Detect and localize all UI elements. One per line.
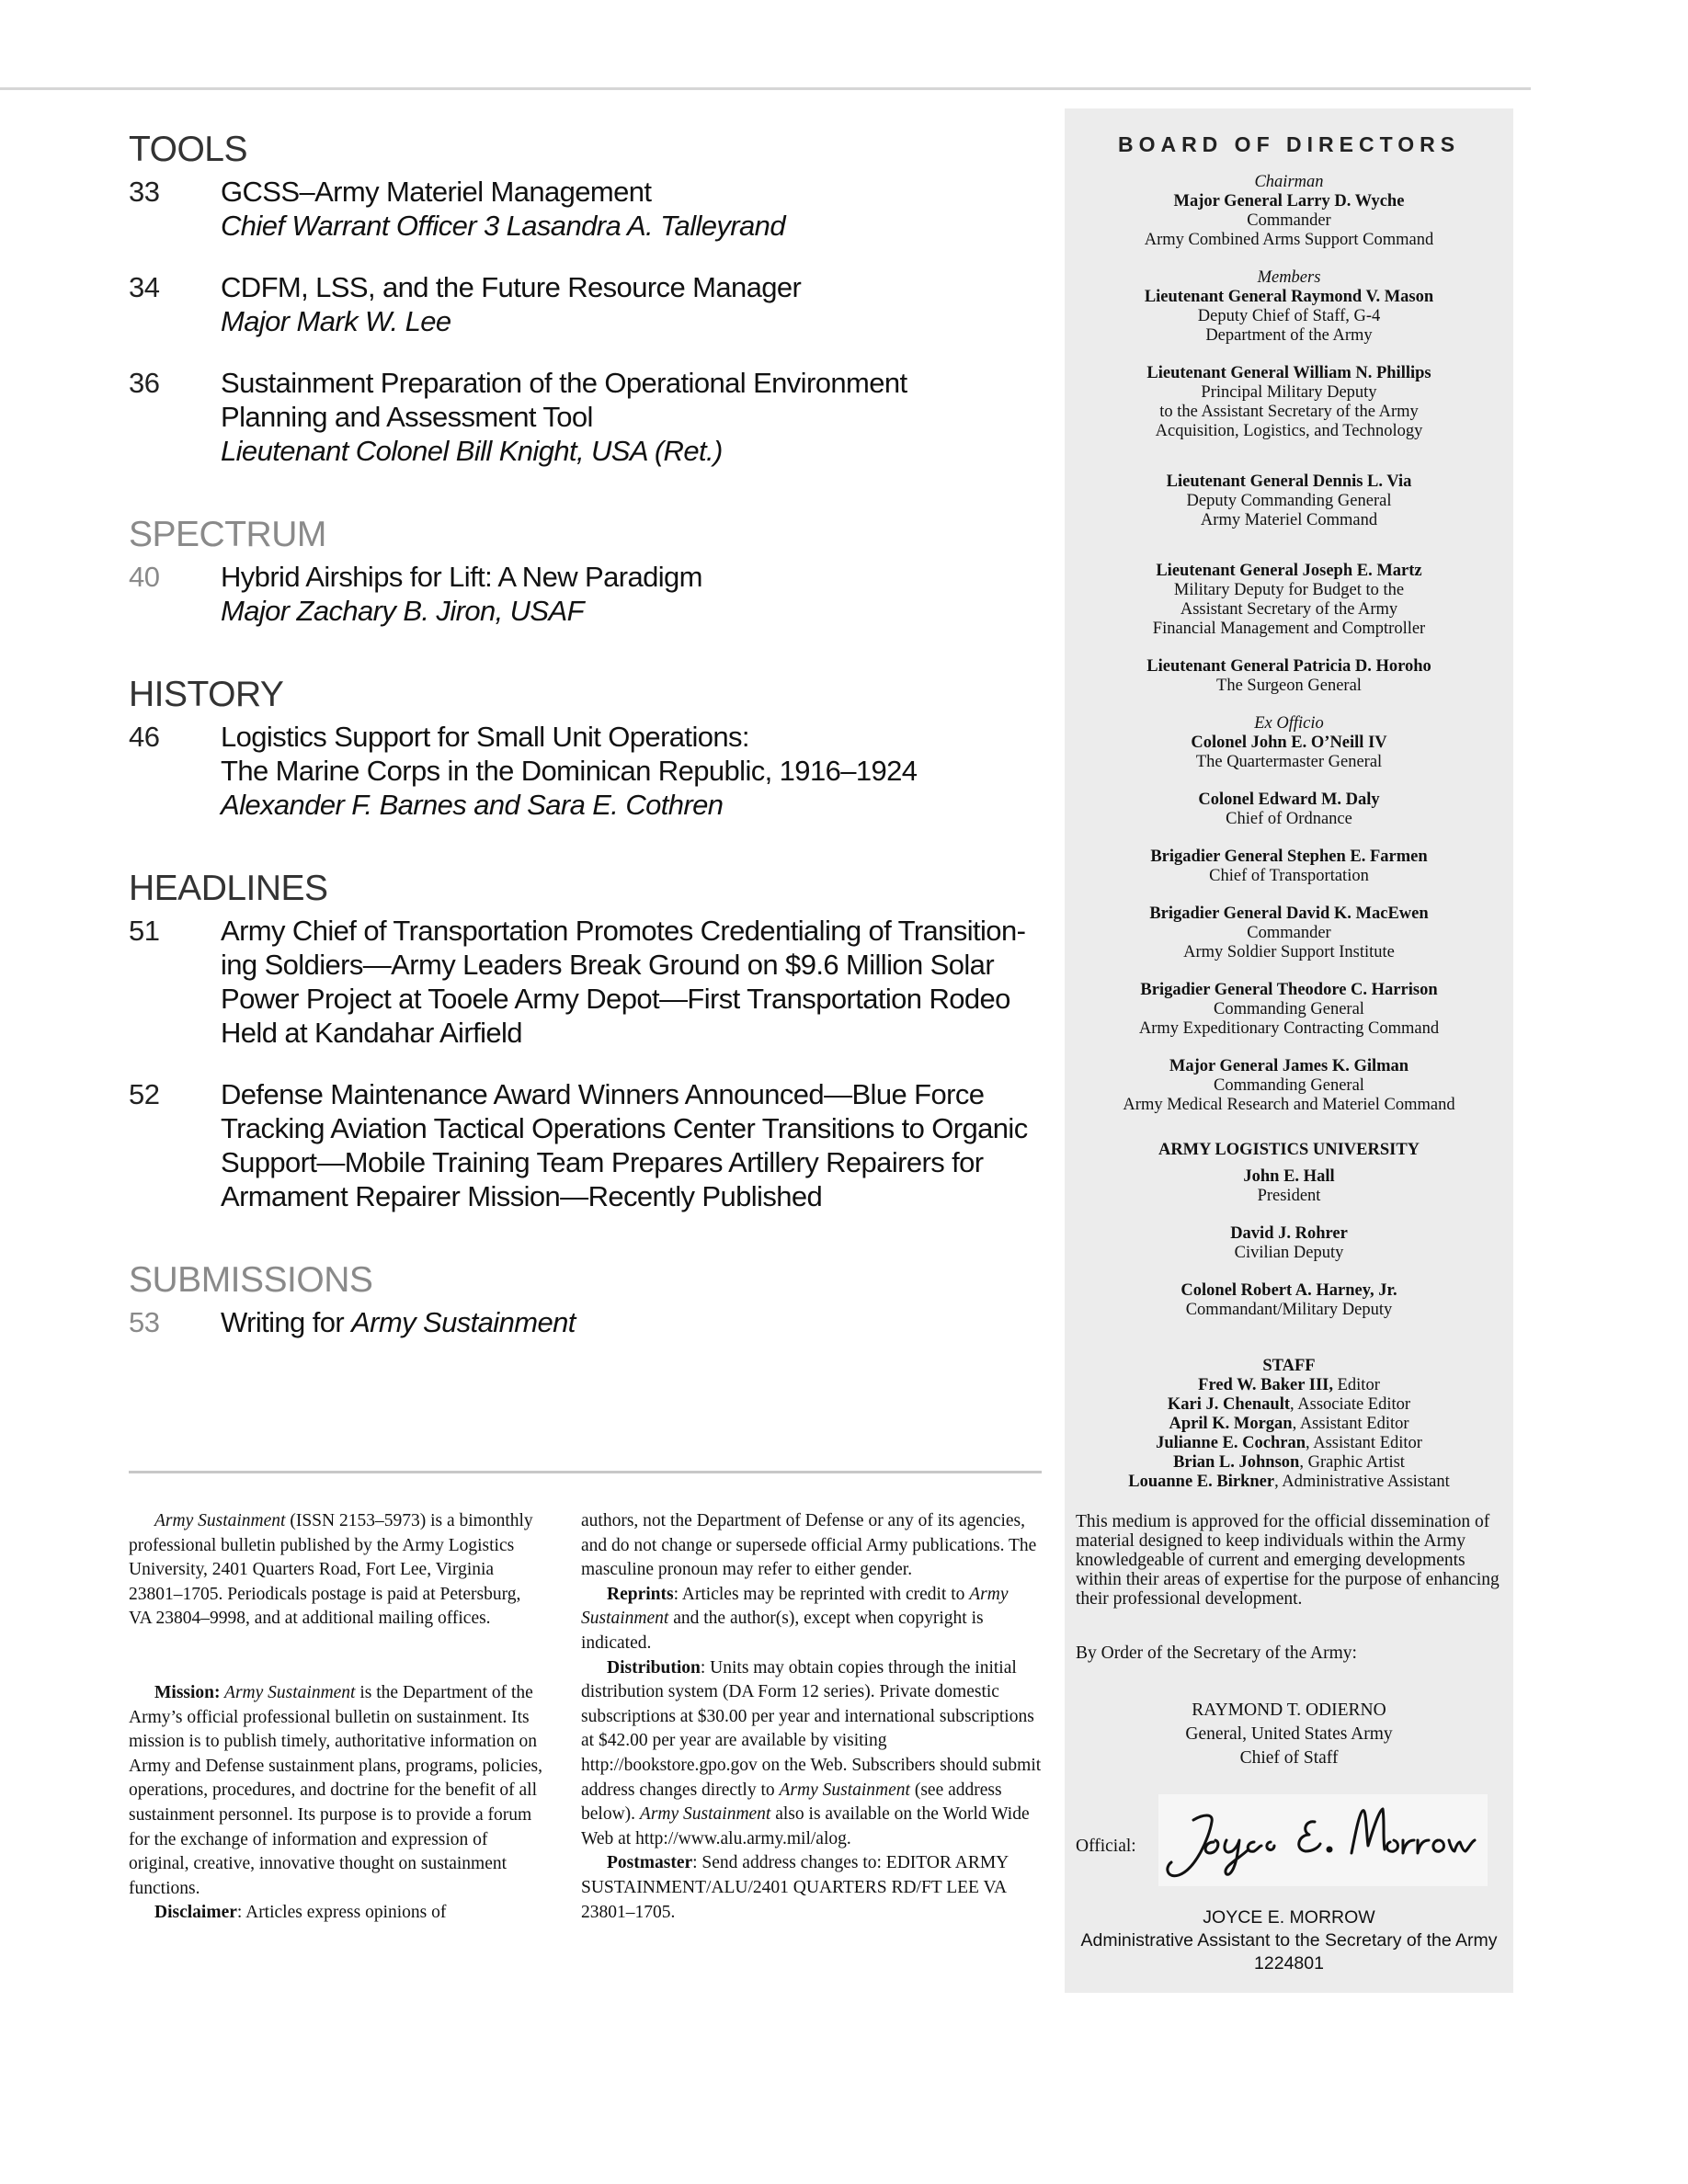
- director-name: Lieutenant General William N. Phillips: [1146, 364, 1431, 382]
- staff-name: Kari J. Chenault: [1167, 1395, 1291, 1414]
- director-title: Commander: [1247, 211, 1331, 230]
- entry-body: [221, 1077, 1066, 1213]
- toc-entry: [129, 720, 1066, 822]
- director-title: Commander: [1247, 924, 1331, 942]
- staff-heading: STAFF: [1262, 1357, 1316, 1375]
- section-title: SUBMISSIONS: [129, 1260, 373, 1300]
- staff-list: [1065, 1357, 1513, 1492]
- disclaimer-statement: Disclaimer: Articles express opinions of: [154, 1903, 447, 1923]
- entry-body: [221, 270, 1066, 338]
- director-name: Brigadier General Stephen E. Farmen: [1150, 847, 1428, 866]
- article-title: Armament Repairer Mission—Recently Published: [221, 1180, 823, 1212]
- page-number: 34: [129, 271, 160, 303]
- article-title: Sustainment Preparation of the Operational Environment: [221, 367, 907, 399]
- board-group: [1065, 364, 1513, 441]
- masthead-column-1: [129, 1509, 547, 1926]
- section-title: HEADLINES: [129, 869, 328, 908]
- article-title-plain: Writing for: [221, 1306, 352, 1338]
- signature-icon: [1158, 1794, 1488, 1886]
- entry-body: [221, 366, 1066, 468]
- page-number: 46: [129, 721, 160, 753]
- staff-name: Fred W. Baker III,: [1198, 1376, 1333, 1394]
- staff-name: Louanne E. Birkner: [1128, 1473, 1275, 1491]
- board-group: [1065, 904, 1513, 962]
- staff-member: [1065, 1395, 1513, 1415]
- section-title: TOOLS: [129, 130, 247, 169]
- staff-member: [1065, 1473, 1513, 1492]
- alu-name: David J. Rohrer: [1230, 1224, 1348, 1243]
- toc-entry: [129, 1305, 1066, 1339]
- director-title: Financial Management and Comptroller: [1152, 620, 1426, 638]
- director-name: Lieutenant General Raymond V. Mason: [1144, 288, 1434, 306]
- chief-of-staff-block: [1065, 1699, 1513, 1770]
- director-name: Brigadier General Theodore C. Harrison: [1140, 981, 1438, 999]
- toc-entry: [129, 175, 1066, 243]
- approval-statement: This medium is approved for the official dissemination of material designed to keep individuals within the Army knowledgeable of current and emerging developments within their areas of expertise for the purpose of enhancing their professional development.: [1076, 1512, 1500, 1609]
- toc-entry: [129, 366, 1066, 468]
- publication-statement: Army Sustainment (ISSN 2153–5973) is a bimonthly professional bulletin published by the Army Logistics University, 2401 Quarters Road, Fort Lee, Virginia 23801–1705. Periodicals postage is paid at Petersburg, VA 23804–9998, and at additional mailing offices.: [129, 1511, 533, 1629]
- director-title: Chief of Ordnance: [1226, 810, 1352, 828]
- group-heading: Members: [1257, 268, 1321, 287]
- article-title: Tracking Aviation Tactical Operations Center Transitions to Organic: [221, 1112, 1028, 1144]
- director-name: Lieutenant General Patricia D. Horoho: [1146, 657, 1431, 676]
- staff-name: Brian L. Johnson: [1173, 1453, 1300, 1472]
- director-title: The Quartermaster General: [1195, 753, 1383, 771]
- entry-body: [221, 720, 1066, 822]
- entry-body: [221, 560, 1066, 628]
- article-title: Defense Maintenance Award Winners Announced—Blue Force: [221, 1078, 985, 1110]
- morrow-name: JOYCE E. MORROW: [1203, 1907, 1375, 1928]
- toc-section: [129, 129, 1066, 468]
- toc-entry: [129, 560, 1066, 628]
- staff-member: [1065, 1415, 1513, 1434]
- board-group: [1065, 1057, 1513, 1115]
- alu-heading: ARMY LOGISTICS UNIVERSITY: [1158, 1141, 1420, 1159]
- director-name: Major General Larry D. Wyche: [1173, 192, 1405, 210]
- article-author: Major Mark W. Lee: [221, 305, 451, 337]
- board-group: [1065, 657, 1513, 696]
- director-title: Army Medical Research and Materiel Command: [1123, 1096, 1455, 1114]
- director-title: Department of the Army: [1205, 326, 1373, 345]
- alu-name: Colonel Robert A. Harney, Jr.: [1180, 1281, 1397, 1300]
- article-title: [221, 1305, 1066, 1339]
- toc-entry: [129, 1077, 1066, 1213]
- director-title: Army Soldier Support Institute: [1183, 943, 1395, 961]
- group-heading: Ex Officio: [1254, 714, 1324, 733]
- staff-role: , Assistant Editor: [1306, 1434, 1422, 1452]
- article-title: Power Project at Tooele Army Depot—First Transportation Rodeo: [221, 983, 1010, 1015]
- article-title: Planning and Assessment Tool: [221, 401, 593, 433]
- article-author: Major Zachary B. Jiron, USAF: [221, 595, 584, 627]
- signer-name: RAYMOND T. ODIERNO: [1192, 1701, 1386, 1720]
- alu-title: Civilian Deputy: [1234, 1244, 1344, 1262]
- morrow-title: Administrative Assistant to the Secretary of the Army: [1080, 1930, 1498, 1951]
- article-title: Support—Mobile Training Team Prepares Artillery Repairers for: [221, 1146, 984, 1178]
- article-title: Held at Kandahar Airfield: [221, 1017, 522, 1049]
- director-name: Colonel Edward M. Daly: [1198, 791, 1380, 809]
- staff-name: Julianne E. Cochran: [1156, 1434, 1306, 1452]
- board-group: [1065, 562, 1513, 639]
- board-list: [1065, 173, 1513, 1492]
- director-title: Assistant Secretary of the Army: [1180, 600, 1398, 619]
- director-title: Deputy Chief of Staff, G-4: [1197, 307, 1381, 325]
- page-number: 40: [129, 561, 160, 593]
- director-title: The Surgeon General: [1216, 677, 1362, 695]
- morrow-number: 1224801: [1254, 1953, 1324, 1974]
- article-title: Army Chief of Transportation Promotes Credentialing of Transition-: [221, 915, 1026, 947]
- article-author: Alexander F. Barnes and Sara E. Cothren: [221, 789, 724, 821]
- administrative-assistant-block: [1065, 1906, 1513, 1975]
- toc-section: [129, 514, 1066, 628]
- director-title: Deputy Commanding General: [1186, 492, 1392, 510]
- staff-role: , Assistant Editor: [1292, 1415, 1409, 1433]
- board-panel: [1065, 108, 1513, 1993]
- signer-role: Chief of Staff: [1239, 1748, 1339, 1768]
- section-divider: [129, 1471, 1042, 1473]
- entry-body: [221, 175, 1066, 243]
- alu-person: [1065, 1167, 1513, 1206]
- staff-role: , Administrative Assistant: [1274, 1473, 1450, 1491]
- signer-title: General, United States Army: [1185, 1724, 1393, 1744]
- toc-entry: [129, 270, 1066, 338]
- article-title: ing Soldiers—Army Leaders Break Ground on $9.6 Million Solar: [221, 949, 995, 981]
- alu-person: [1065, 1224, 1513, 1263]
- director-title: Commanding General: [1214, 1000, 1364, 1018]
- director-name: Major General James K. Gilman: [1169, 1057, 1409, 1075]
- disclaimer-continued: authors, not the Department of Defense or any of its agencies, and do not change or supersede official Army publications. The masculine pronoun may refer to either gender.: [581, 1511, 1037, 1580]
- board-group: [1065, 791, 1513, 829]
- top-rule: [0, 87, 1531, 90]
- director-title: Principal Military Deputy: [1201, 383, 1377, 402]
- board-group: [1065, 173, 1513, 250]
- section-title: HISTORY: [129, 675, 284, 714]
- board-group: [1065, 981, 1513, 1039]
- official-label: Official:: [1076, 1837, 1136, 1856]
- article-title: Hybrid Airships for Lift: A New Paradigm: [221, 561, 702, 593]
- toc-section: [129, 868, 1066, 1213]
- entry-body: [221, 914, 1066, 1050]
- director-title: Acquisition, Logistics, and Technology: [1155, 422, 1423, 440]
- toc-entry: [129, 914, 1066, 1050]
- article-title: CDFM, LSS, and the Future Resource Manager: [221, 271, 802, 303]
- staff-role: , Graphic Artist: [1299, 1453, 1405, 1472]
- handwritten-signature: [1158, 1794, 1488, 1886]
- director-title: Military Deputy for Budget to the: [1173, 581, 1405, 599]
- page-number: 53: [129, 1306, 160, 1338]
- distribution-statement: Distribution: Units may obtain copies through the initial distribution system (DA Form 12 series). Private domestic subscriptions at $30.00 per year and international subscriptions at $42.00 per year are available by visiting http://bookstore.gpo.gov on the Web. Subscribers should submit address changes directly to Army Sustainment (see address below). Army Sustainment also is available on the World Wide Web at http://www.alu.army.mil/alog.: [581, 1657, 1042, 1848]
- article-author: Lieutenant Colonel Bill Knight, USA (Ret.): [221, 435, 723, 467]
- alu-title: President: [1257, 1187, 1321, 1205]
- staff-member: [1065, 1376, 1513, 1395]
- board-group: [1065, 847, 1513, 886]
- director-title: to the Assistant Secretary of the Army: [1159, 403, 1419, 421]
- by-order-line: By Order of the Secretary of the Army:: [1076, 1644, 1357, 1663]
- toc-section: [129, 1259, 1066, 1339]
- staff-member: [1065, 1453, 1513, 1473]
- section-title: SPECTRUM: [129, 515, 326, 554]
- staff-name: April K. Morgan: [1169, 1415, 1293, 1433]
- board-group: [1065, 472, 1513, 530]
- article-title: The Marine Corps in the Dominican Republic, 1916–1924: [221, 755, 918, 787]
- director-title: Army Materiel Command: [1200, 511, 1378, 529]
- article-title: Logistics Support for Small Unit Operations:: [221, 721, 749, 753]
- director-title: Army Combined Arms Support Command: [1144, 231, 1434, 249]
- board-group: [1065, 714, 1513, 772]
- postmaster-statement: Postmaster: Send address changes to: EDITOR ARMY SUSTAINMENT/ALU/2401 QUARTERS RD/FT LEE VA 23801–1705.: [581, 1853, 1009, 1922]
- director-title: Commanding General: [1214, 1076, 1364, 1095]
- board-group: [1065, 268, 1513, 346]
- director-name: Lieutenant General Dennis L. Via: [1166, 472, 1412, 491]
- director-title: Army Expeditionary Contracting Command: [1138, 1019, 1440, 1038]
- board-title: BOARD OF DIRECTORS: [1117, 132, 1461, 156]
- article-title-italic: Army Sustainment: [351, 1306, 576, 1338]
- toc-section: [129, 674, 1066, 822]
- alu-name: John E. Hall: [1243, 1167, 1335, 1186]
- article-author: Chief Warrant Officer 3 Lasandra A. Talleyrand: [221, 210, 785, 242]
- page-number: 51: [129, 915, 160, 947]
- director-title: Chief of Transportation: [1209, 867, 1369, 885]
- director-name: Colonel John E. O’Neill IV: [1191, 734, 1387, 752]
- page-number: 33: [129, 176, 160, 208]
- masthead-column-2: [581, 1509, 1043, 1925]
- page-number: 36: [129, 367, 160, 399]
- table-of-contents: [129, 129, 1066, 1385]
- staff-role: , Associate Editor: [1290, 1395, 1411, 1414]
- group-heading: Chairman: [1254, 173, 1324, 191]
- reprints-statement: Reprints: Articles may be reprinted with credit to Army Sustainment and the author(s), except when copyright is indicated.: [581, 1584, 1009, 1653]
- alu-person: [1065, 1281, 1513, 1320]
- director-name: Brigadier General David K. MacEwen: [1149, 904, 1429, 923]
- article-title: GCSS–Army Materiel Management: [221, 176, 652, 208]
- entry-body: [221, 1305, 1066, 1339]
- mission-statement: Mission: Army Sustainment is the Department of the Army’s official professional bulletin on sustainment. Its mission is to publish timely, authoritative information on Army and Defense sustainment plans, programs, policies, operations, procedures, and doctrine for the benefit of all sustainment personnel. Its purpose is to provide a forum for the exchange of information and expression of original, creative, innovative thought on sustainment functions.: [129, 1682, 543, 1898]
- staff-role: Editor: [1332, 1376, 1380, 1394]
- staff-member: [1065, 1434, 1513, 1453]
- page-number: 52: [129, 1078, 160, 1110]
- director-name: Lieutenant General Joseph E. Martz: [1156, 562, 1422, 580]
- alu-title: Commandant/Military Deputy: [1185, 1301, 1393, 1319]
